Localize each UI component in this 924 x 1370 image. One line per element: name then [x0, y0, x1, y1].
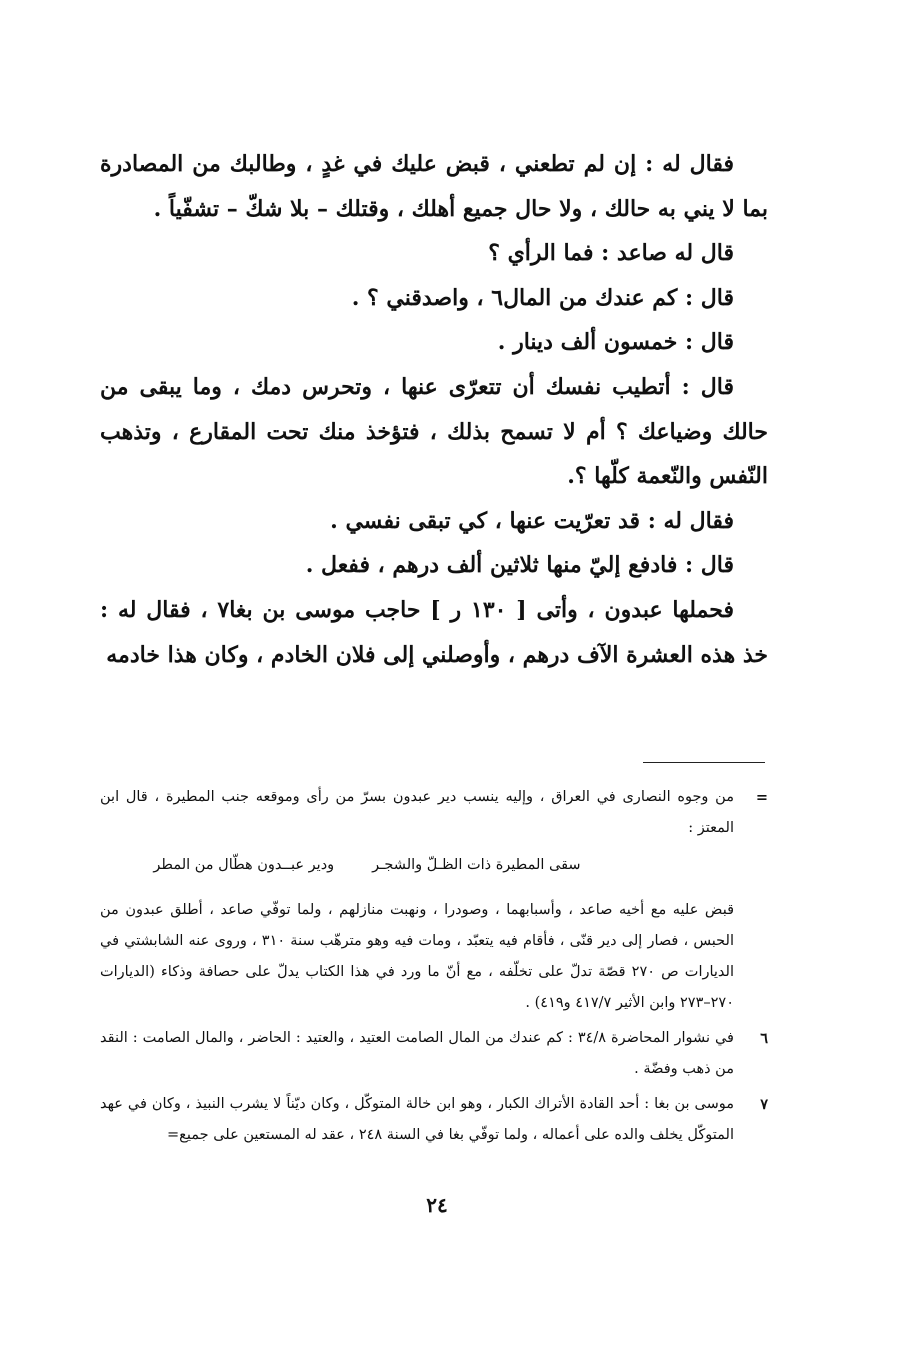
footnote-divider	[643, 762, 765, 763]
footnote-text: موسى بن بغا : أحد القادة الأتراك الكبار ، وهو ابن خالة المتوكّل ، وكان ديّناً لا يشرب النبيذ ، وكان في عهد المتوكّل يخلف والده على أعماله ، ولما توفّي بغا في السنة ٢٤٨ ، عقد له المستعين على جميع=	[100, 1096, 734, 1143]
footnote-7	[100, 1089, 768, 1151]
footnote-continuation	[100, 782, 768, 1019]
paragraph-saed-question: قال له صاعد : فما الرأي ؟	[488, 240, 734, 267]
main-text	[100, 142, 768, 677]
paragraph-fifty-thousand: قال : خمسون ألف دينار .	[497, 329, 734, 356]
footnotes	[100, 782, 768, 1151]
poem-verse	[100, 850, 734, 881]
footnote-text: في نشوار المحاضرة ٣٤/٨ : كم عندك من المال الصامت العتيد ، والعتيد : الحاضر ، والمال الصامت : النقد من ذهب وفضّة .	[100, 1030, 734, 1077]
poem-hemistich-first: سقى المطيرة ذات الظـلّ والشجـر	[372, 857, 581, 873]
footnote-text: من وجوه النصارى في العراق ، وإليه ينسب دير عبدون بسرّ من رأى وموقعه جنب المطيرة ، قال ابن المعتز :	[100, 789, 734, 836]
paragraph-payment: قال : فادفع إليّ منها ثلاثين ألف درهم ، ففعل .	[305, 552, 734, 579]
paragraph-abdun: فحملها عبدون ، وأتى [ ١٣٠ ر ] حاجب موسى بن بغا٧ ، فقال له : خذ هذه العشرة الآف درهم ، وأوصلني إلى فلان الخادم ، وكان هذا خادمه	[100, 596, 768, 668]
paragraph-money-question: قال : كم عندك من المال٦ ، واصدقني ؟ .	[351, 284, 734, 311]
footnote-mark: =	[755, 789, 768, 806]
footnote-body	[100, 1023, 734, 1085]
footnote-body	[100, 1089, 734, 1151]
footnote-body	[100, 782, 734, 1019]
footnote-mark: ٦	[760, 1030, 768, 1047]
footnote-mark: ٧	[760, 1096, 768, 1113]
footnote-text: قبض عليه مع أخيه صاعد ، وأسبابهما ، وصودرا ، ونهبت منازلهم ، ولما توفّي صاعد ، أطلق عبدون من الحبس ، فصار إلى دير قنّى ، فأقام فيه يتعبّد ، ومات فيه وهو مترهّب سنة ٣١٠ ، وروى عنه الشابشتي في الديارات ص ٢٧٠ قصّة تدلّ على تخلّفه ، مع أنّ ما ورد في هذا الكتاب يدلّ على حصافة وذكاء (الديارات ٢٧٠–٢٧٣ وابن الأثير ٤١٧/٧ و٤١٩) .	[100, 902, 734, 1011]
footnote-6	[100, 1023, 768, 1085]
paragraph-agreement: فقال له : قد تعرّيت عنها ، كي تبقى نفسي .	[330, 507, 734, 534]
paragraph-threat: فقال له : إن لم تطعني ، قبض عليك في غدٍ ، وطالبك من المصادرة بما لا يني به حالك ، ولا حال جميع أهلك ، وقتلك – بلا شكّ – تشفّياً .	[100, 151, 768, 222]
poem-hemistich-second: ودير عبــدون هطّال من المطر	[153, 857, 335, 873]
page-number: ٢٤	[426, 1193, 448, 1217]
paragraph-offer: قال : أتطيب نفسك أن تتعرّى عنها ، وتحرس دمك ، وما يبقى من حالك وضياعك ؟ أم لا تسمح بذلك ، فتؤخذ منك تحت المقارع ، وتذهب النّفس والنّعمة كلّها ؟.	[100, 373, 768, 490]
